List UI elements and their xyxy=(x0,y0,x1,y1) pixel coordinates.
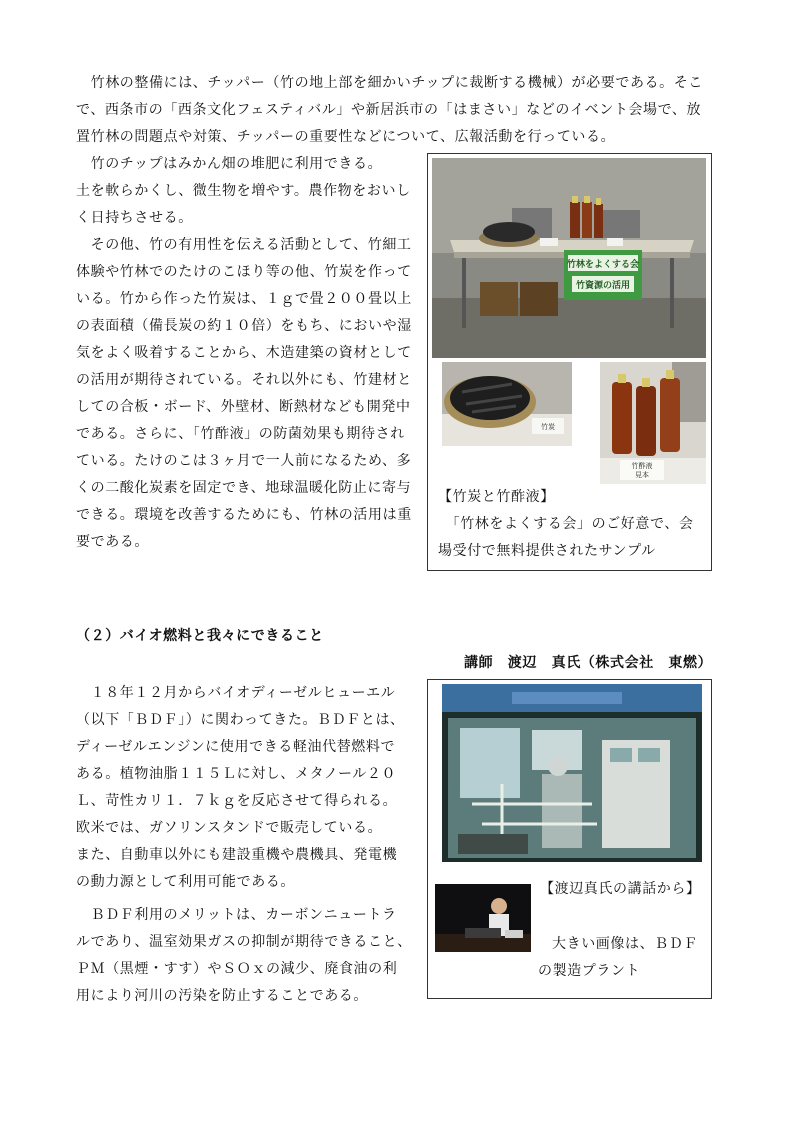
text-line: できる。環境を改善するためにも、竹林の活用は重 xyxy=(76,507,412,523)
photo-speaker xyxy=(435,884,531,952)
photo-table-display xyxy=(432,158,706,358)
text-line: の表面積（備長炭の約１０倍）をもち、においや湿 xyxy=(76,318,412,334)
text-line: の動力源として利用可能である。 xyxy=(76,874,295,890)
caption-title: 【竹炭と竹酢液】 xyxy=(438,489,555,505)
text-line: ディーゼルエンジンに使用できる軽油代替燃料で xyxy=(76,739,396,755)
text-line: である。さらに、「竹酢液」の防菌効果も期待され xyxy=(76,426,405,442)
text-line: ＰＭ（黒煙・すす）やＳＯｘの減少、廃食油の利 xyxy=(76,961,398,977)
caption-title-bdf: 【渡辺真氏の講話から】 xyxy=(540,881,701,897)
text-line: で、西条市の「西条文化フェスティバル」や新居浜市の「はまさい」などのイベント会場で、放 xyxy=(76,102,702,118)
text-line: Ｌ、苛性カリ１．７ｋｇを反応させて得られる。 xyxy=(76,793,398,809)
text-line: 要である。 xyxy=(76,534,149,550)
text-line: 用により河川の汚染を防止することである。 xyxy=(76,988,368,1004)
photo-bamboo-vinegar xyxy=(600,362,706,484)
text-line: また、自動車以外にも建設重機や農機具、発電機 xyxy=(76,847,398,863)
text-line: その他、竹の有用性を伝える活動として、竹細工 xyxy=(76,237,412,253)
text-line: しての合板・ボード、外壁材、断熱材なども開発中 xyxy=(76,399,411,415)
text-line: 土を軟らかくし、微生物を増やす。農作物をおいし xyxy=(76,183,411,199)
caption-line-bdf: 大きい画像は、ＢＤＦ xyxy=(552,936,698,952)
text-line: 竹のチップはみかん畑の堆肥に利用できる。 xyxy=(76,156,383,172)
photo-bamboo-charcoal xyxy=(442,362,572,446)
text-line: ＢＤＦ利用のメリットは、カーボンニュートラ xyxy=(76,907,397,923)
photo-bdf-plant xyxy=(442,684,702,862)
text-line: 気をよく吸着することから、木造建築の資材として xyxy=(76,345,412,361)
text-line: 置竹林の問題点や対策、チッパーの重要性などについて、広報活動を行っている。 xyxy=(76,129,616,145)
banner-text: 竹林をよくする会 xyxy=(566,260,640,270)
text-line: １８年１２月からバイオディーゼルヒューエル xyxy=(76,685,396,701)
caption-line-bdf: の製造プラント xyxy=(538,963,641,979)
text-line: くの二酸化炭素を固定でき、地球温暖化防止に寄与 xyxy=(76,480,412,496)
label-sample: 見本 xyxy=(635,471,649,479)
label-vinegar: 竹酢液 xyxy=(631,462,653,470)
text-line: く日持ちさせる。 xyxy=(76,210,193,226)
label-charcoal: 竹炭 xyxy=(541,423,555,431)
text-line: 欧米では、ガソリンスタンドで販売している。 xyxy=(76,820,383,836)
text-line: いる。竹から作った竹炭は、１ｇで畳２００畳以上 xyxy=(76,291,412,307)
banner-text-2: 竹資源の活用 xyxy=(575,281,631,291)
photo-box-bamboo xyxy=(427,153,712,571)
text-line: 体験や竹林でのたけのこほり等の他、竹炭を作って xyxy=(76,264,412,280)
text-line: の活用が期待されている。それ以外にも、竹建材と xyxy=(76,372,412,388)
text-line: （以下「ＢＤＦ」）に関わってきた。ＢＤＦとは、 xyxy=(76,712,405,728)
photo-box-bdf xyxy=(427,679,712,999)
text-line: ルであり、温室効果ガスの抑制が期待できること、 xyxy=(76,934,412,950)
text-line: ている。たけのこは３ヶ月で一人前になるため、多 xyxy=(76,453,412,469)
text-line: 竹林の整備には、チッパー（竹の地上部を細かいチップに裁断する機械）が必要である。そこ xyxy=(76,75,703,91)
speaker-line: 講師 渡辺 真氏（株式会社 東燃） xyxy=(464,655,713,671)
section2-heading: （２）バイオ燃料と我々にできること xyxy=(76,628,324,644)
text-line: ある。植物油脂１１５Ｌに対し、メタノール２０ xyxy=(76,766,397,782)
caption-line: 「竹林をよくする会」のご好意で、会 xyxy=(438,516,694,532)
caption-line: 場受付で無料提供されたサンプル xyxy=(438,543,656,559)
